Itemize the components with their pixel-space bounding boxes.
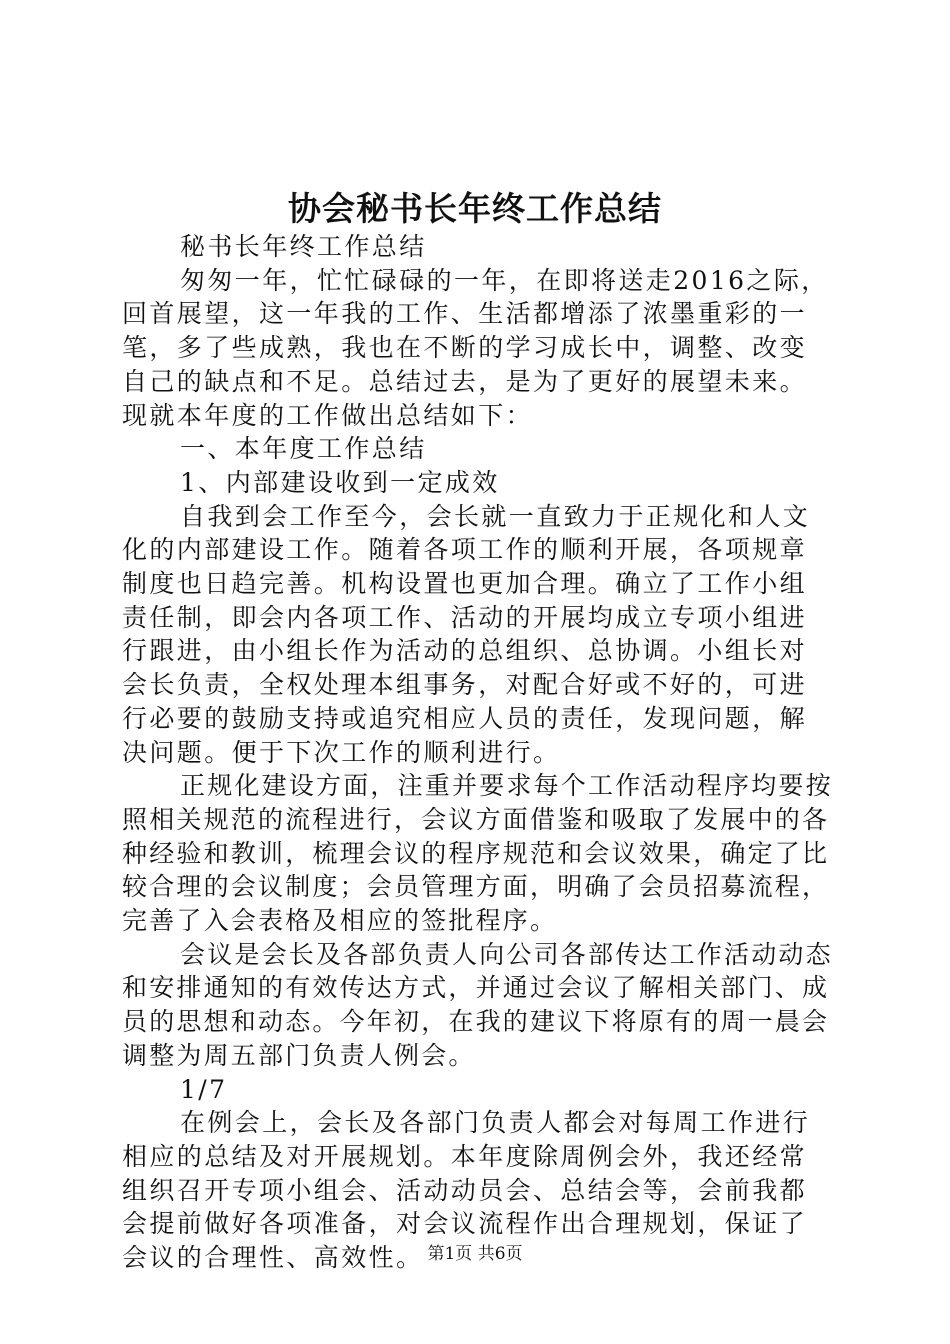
body-paragraph: 在例会上，会长及各部门负责人都会对每周工作进行相应的总结及对开展规划。本年度除周例会外，我还经常组织召开专项小组会、活动动员会、总结会等，会前我都会提前做好各项准备，对会议流程作出合理规划，保证了会议的合理性、高效性。 bbox=[122, 1108, 811, 1273]
section-heading: 一、本年度工作总结 bbox=[180, 434, 427, 464]
document-body bbox=[122, 230, 834, 1275]
subtitle-paragraph: 秘书长年终工作总结 bbox=[180, 232, 427, 261]
body-paragraph: 自我到会工作至今，会长就一直致力于正规化和人文化的内部建设工作。随着各项工作的顺利开展，各项规章制度也日趋完善。机构设置也更加合理。确立了工作小组责任制，即会内各项工作、活动的开展均成立专项小组进行跟进，由小组长作为活动的总组织、总协调。小组长对会长负责，全权处理本组事务，对配合好或不好的，可进行必要的鼓励支持或追究相应人员的责任，发现问题，解决问题。便于下次工作的顺利进行。 bbox=[122, 501, 811, 767]
page-marker: 1/7 bbox=[180, 1074, 228, 1104]
body-paragraph: 会议是会长及各部负责人向公司各部传达工作活动动态和安排通知的有效传达方式，并通过会议了解相关部门、成员的思想和动态。今年初，在我的建议下将原有的周一晨会调整为周五部门负责人例会。 bbox=[122, 939, 833, 1070]
page-footer: 第1页 共6页 bbox=[427, 1244, 523, 1264]
document-title: 协会秘书长年终工作总结 bbox=[288, 189, 662, 228]
intro-paragraph: 匆匆一年，忙忙碌碌的一年，在即将送走2016之际，回首展望，这一年我的工作、生活都增添了浓墨重彩的一笔，多了些成熟，我也在不断的学习成长中，调整、改变自己的缺点和不足。总结过去，是为了更好的展望未来。现就本年度的工作做出总结如下： bbox=[122, 265, 829, 430]
subsection-heading: 1、内部建设收到一定成效 bbox=[180, 467, 500, 497]
body-paragraph: 正规化建设方面，注重并要求每个工作活动程序均要按照相关规范的流程进行，会议方面借鉴和吸取了发展中的各种经验和教训，梳理会议的程序规范和会议效果，确定了比较合理的会议制度；会员管理方面，明确了会员招募流程，完善了入会表格及相应的签批程序。 bbox=[122, 771, 833, 936]
